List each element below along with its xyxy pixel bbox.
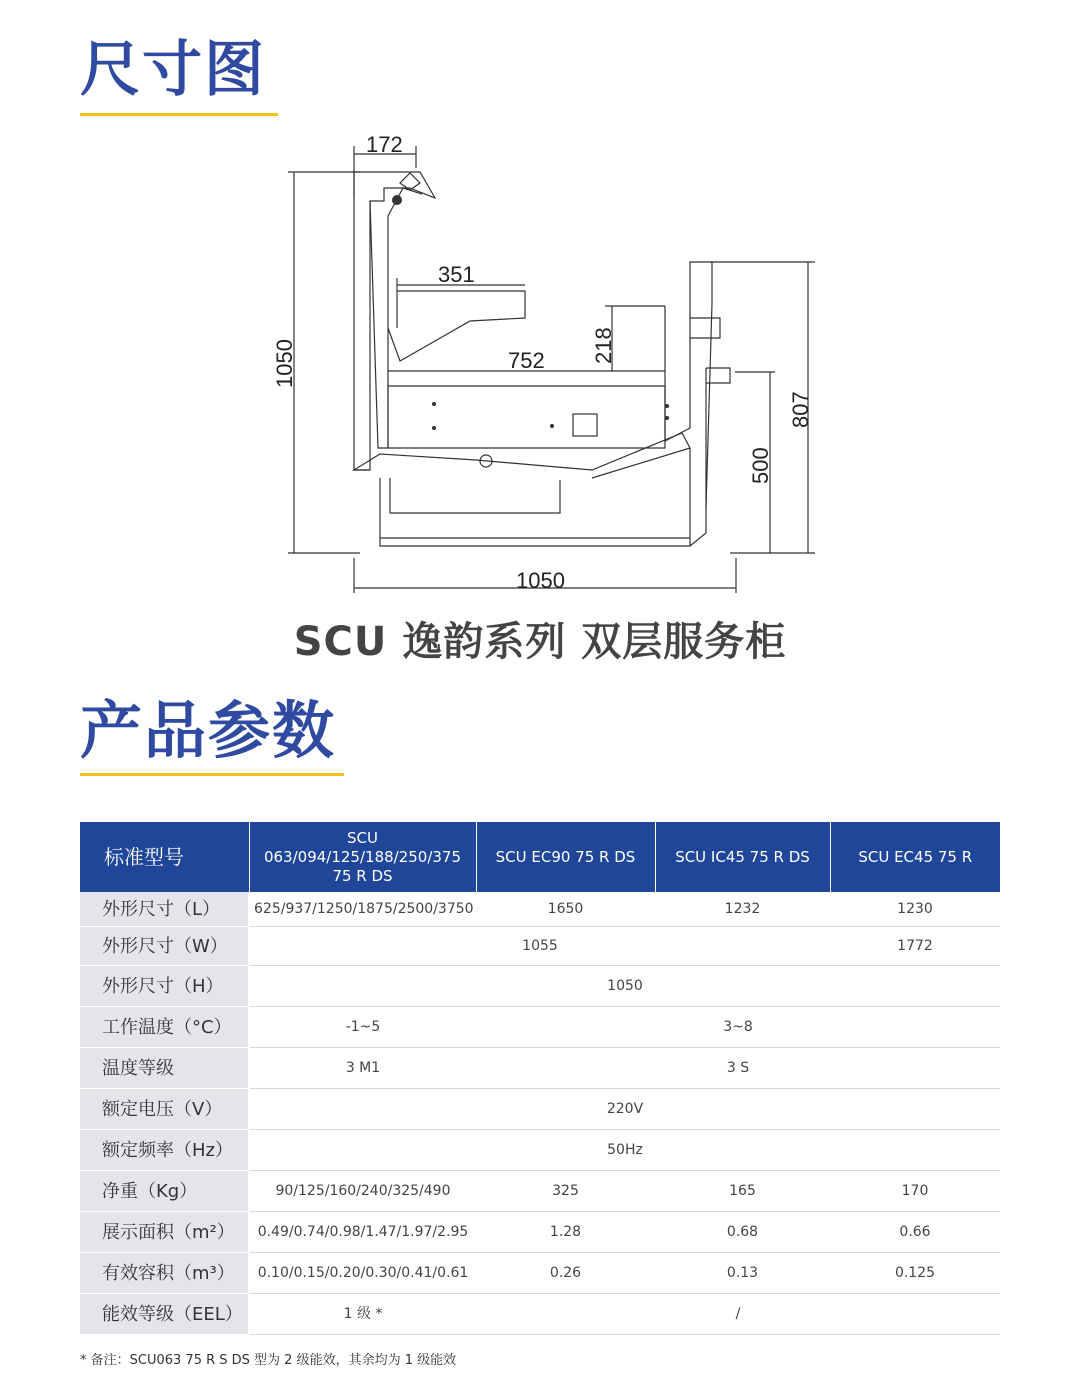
dim-top-width: 172 [366,132,403,157]
row-label: 温度等级 [80,1048,249,1089]
row-label: 净重（Kg） [80,1171,249,1212]
header-col-3: SCU IC45 75 R DS [655,822,830,892]
header-model: 标准型号 [80,822,249,892]
table-cell: 165 [655,1171,830,1212]
header-col-2: SCU EC90 75 R DS [476,822,655,892]
table-row [80,892,1000,927]
row-label: 额定电压（V） [80,1089,249,1130]
dimensions-title: 尺寸图 [80,35,266,105]
table-header-row [80,822,1000,892]
table-cell: 1050 [249,966,1000,1007]
dim-step-height: 218 [591,327,616,364]
table-row [80,1171,1000,1212]
table-cell: 0.66 [830,1212,1000,1253]
table-row [80,966,1000,1007]
product-params-table [80,822,1000,1335]
row-label: 能效等级（EEL） [80,1294,249,1335]
table-cell: 0.68 [655,1212,830,1253]
table-cell: 1230 [830,892,1000,927]
footnote: * 备注：SCU063 75 R S DS 型为 2 级能效，其余均为 1 级能效 [80,1353,457,1368]
product-name: SCU 逸韵系列 双层服务柜 [293,619,787,665]
table-cell: 90/125/160/240/325/490 [249,1171,476,1212]
table-cell: 625/937/1250/1875/2500/3750 [249,892,476,927]
table-cell: 325 [476,1171,655,1212]
table-row [80,1212,1000,1253]
table-row [80,1048,1000,1089]
table-cell: 0.26 [476,1253,655,1294]
row-label: 有效容积（m³） [80,1253,249,1294]
table-cell: 0.10/0.15/0.20/0.30/0.41/0.61 [249,1253,476,1294]
row-label: 外形尺寸（H） [80,966,249,1007]
table-cell: / [476,1294,1000,1335]
table-cell: 50Hz [249,1130,1000,1171]
header-col-1: SCU 063/094/125/188/250/375 75 R DS [249,822,476,892]
row-label: 展示面积（m²） [80,1212,249,1253]
table-cell: 1.28 [476,1212,655,1253]
table-cell: 1650 [476,892,655,927]
table-row [80,1089,1000,1130]
table-cell: 1772 [830,927,1000,966]
params-title: 产品参数 [80,694,337,767]
row-label: 工作温度（°C） [80,1007,249,1048]
dimensions-title-underline [80,113,278,116]
header-col-4: SCU EC45 75 R [830,822,1000,892]
table-cell: 1232 [655,892,830,927]
table-cell: 3 S [476,1048,1000,1089]
dimension-drawing [270,128,830,598]
table-cell: 1055 [249,927,830,966]
row-label: 额定频率（Hz） [80,1130,249,1171]
table-cell: 220V [249,1089,1000,1130]
params-title-underline [80,773,344,776]
dim-total-height: 1050 [272,339,297,388]
table-cell: 0.49/0.74/0.98/1.47/1.97/2.95 [249,1212,476,1253]
table-cell: 170 [830,1171,1000,1212]
table-cell: 0.13 [655,1253,830,1294]
dim-total-depth: 1050 [516,568,565,593]
table-cell: 0.125 [830,1253,1000,1294]
dim-front-height: 807 [788,391,813,428]
dim-inner-depth: 752 [508,348,545,373]
dim-counter-height: 500 [748,447,773,484]
table-cell: 1 级 * [249,1294,476,1335]
table-cell: 3~8 [476,1007,1000,1048]
dim-shelf-depth: 351 [438,262,475,287]
table-cell: -1~5 [249,1007,476,1048]
table-cell: 3 M1 [249,1048,476,1089]
table-row [80,1007,1000,1048]
row-label: 外形尺寸（W） [80,927,249,966]
row-label: 外形尺寸（L） [80,892,249,927]
table-row [80,1253,1000,1294]
table-row [80,1294,1000,1335]
table-row [80,1130,1000,1171]
table-row [80,927,1000,966]
